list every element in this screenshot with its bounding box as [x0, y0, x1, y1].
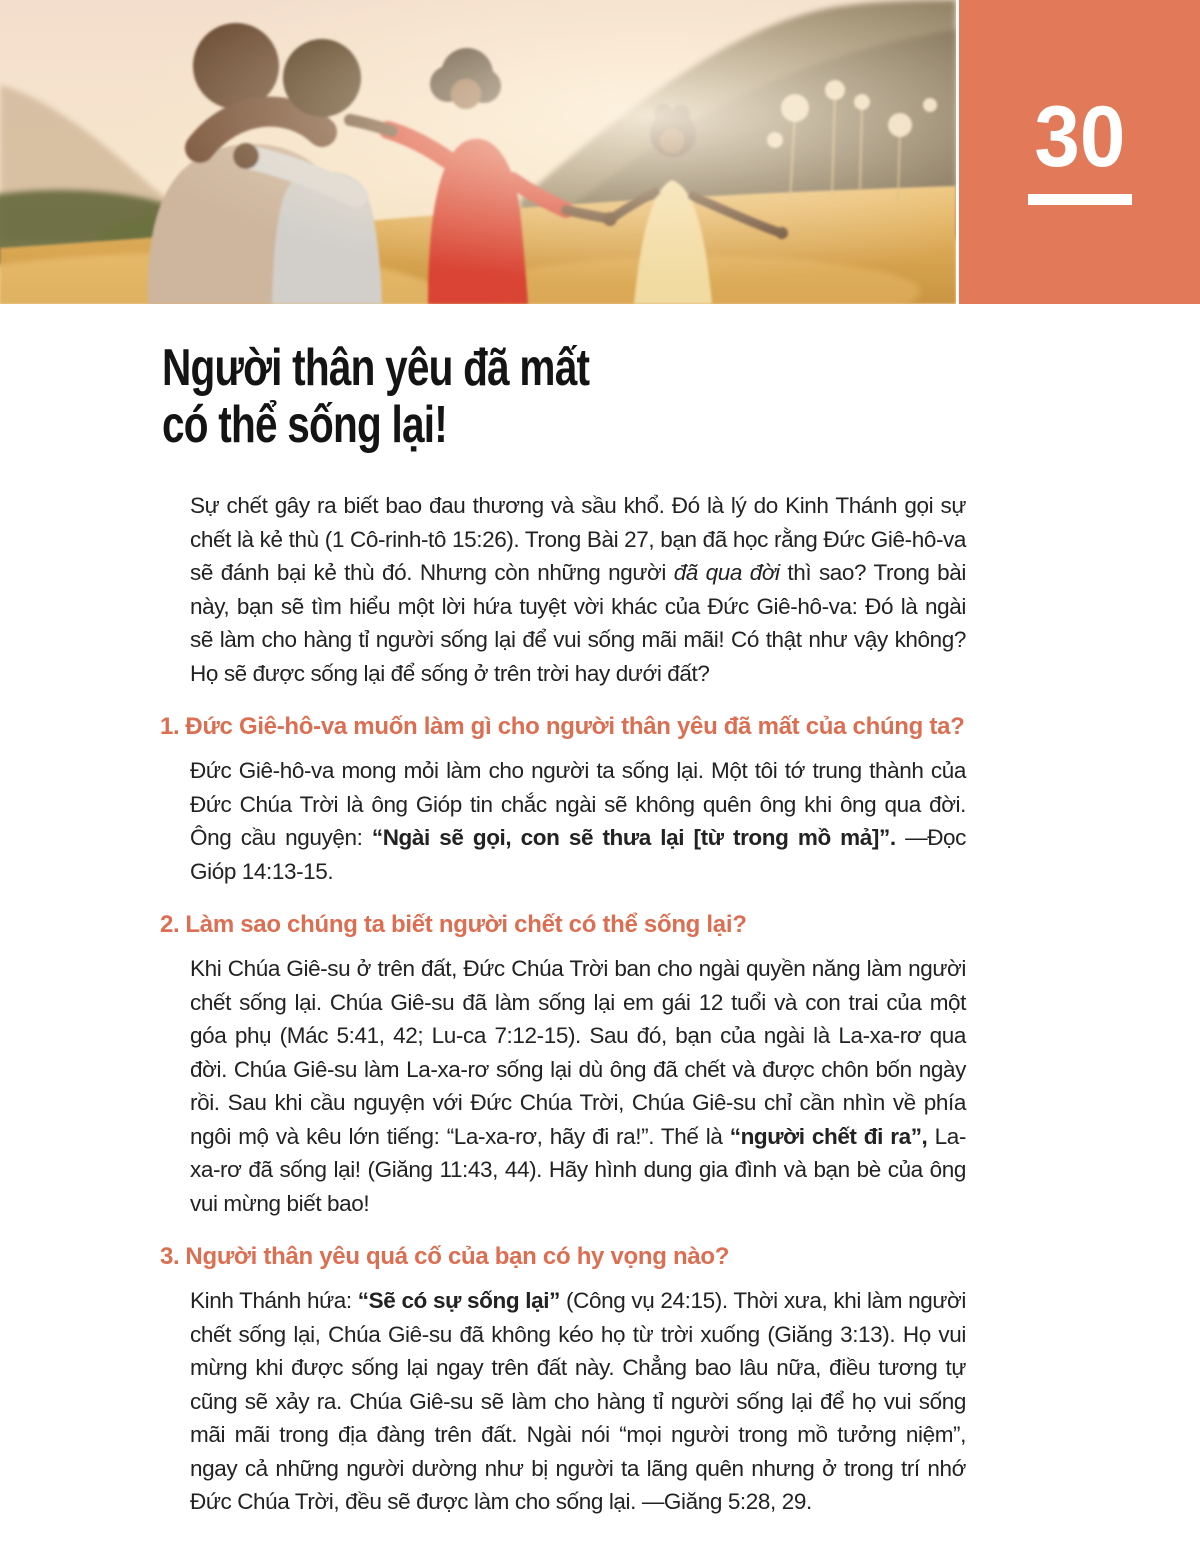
question-text: Đức Giê-hô-va muốn làm gì cho người thân yêu đã mất của chúng ta? [185, 713, 965, 740]
page-title-line1: Người thân yêu đã mất [162, 339, 590, 397]
question-number: 1. [160, 713, 180, 740]
photo-sun-glare [0, 0, 956, 304]
lesson-body [160, 489, 966, 1519]
intro-paragraph: Sự chết gây ra biết bao đau thương và sầu khổ. Đó là lý do Kinh Thánh gọi sự chết là kẻ thù (1 Cô-rinh-tô 15:26). Trong Bài 27, bạn đã học rằng Đức Giê-hô-va sẽ đánh bại kẻ thù đó. Nhưng còn những người đã qua đời thì sao? Trong bài này, bạn sẽ tìm hiểu một lời hứa tuyệt vời khác của Đức Giê-hô-va: Đó là ngài sẽ làm cho hàng tỉ người sống lại để vui sống mãi mãi! Có thật như vậy không? Họ sẽ được sống lại để sống ở trên trời hay dưới đất? [190, 493, 966, 686]
section-paragraph-3: Kinh Thánh hứa: “Sẽ có sự sống lại” (Công vụ 24:15). Thời xưa, khi làm người chết sống lại, Chúa Giê-su đã không kéo họ từ trời xuống (Giăng 3:13). Họ vui mừng khi được sống lại ngay trên đất này. Chẳng bao lâu nữa, điều tương tự cũng sẽ xảy ra. Chúa Giê-su sẽ làm cho hàng tỉ người sống lại để họ vui sống mãi mãi trong địa đàng trên đất. Ngài nói “mọi người trong mồ tưởng niệm”, ngay cả những người dường như bị người ta lãng quên nhưng ở trong trí nhớ Đức Chúa Trời, đều sẽ được làm cho sống lại. —Giăng 5:28, 29. [190, 1288, 966, 1514]
lesson-number: 30 [1034, 88, 1125, 185]
question-heading-2 [160, 910, 966, 940]
question-heading-3 [160, 1242, 966, 1272]
question-text: Người thân yêu quá cố của bạn có hy vọng nào? [185, 1243, 730, 1270]
question-number: 3. [160, 1243, 180, 1270]
section-paragraph-1: Đức Giê-hô-va mong mỏi làm cho người ta sống lại. Một tôi tớ trung thành của Đức Chúa Trời là ông Gióp tin chắc ngài sẽ không quên ông khi ông qua đời. Ông cầu nguyện: “Ngài sẽ gọi, con sẽ thưa lại [từ trong mồ mả]”. —Đọc Gióp 14:13-15. [190, 758, 967, 884]
hero-photo [0, 0, 956, 304]
page-title-line2: có thể sống lại! [162, 396, 447, 454]
section-paragraph-2: Khi Chúa Giê-su ở trên đất, Đức Chúa Trời ban cho ngài quyền năng làm người chết sống lại. Chúa Giê-su đã làm sống lại em gái 12 tuổi và con trai của một góa phụ (Mác 5:41, 42; Lu-ca 7:12-15). Sau đó, bạn của ngài là La-xa-rơ qua đời. Chúa Giê-su làm La-xa-rơ sống lại dù ông đã chết và được chôn bốn ngày rồi. Sau khi cầu nguyện với Đức Chúa Trời, Chúa Giê-su chỉ cần nhìn về phía ngôi mộ và kêu lớn tiếng: “La-xa-rơ, hãy đi ra!”. Thế là “người chết đi ra”, La-xa-rơ đã sống lại! (Giăng 11:43, 44). Hãy hình dung gia đình và bạn bè của ông vui mừng biết bao! [190, 956, 967, 1216]
lesson-number-badge [959, 0, 1200, 304]
question-number: 2. [160, 911, 180, 938]
question-heading-1 [160, 712, 966, 742]
question-text: Làm sao chúng ta biết người chết có thể sống lại? [185, 911, 747, 938]
lesson-number-underline [1028, 194, 1132, 205]
page-title [162, 340, 589, 454]
family-field-photo [0, 0, 956, 304]
